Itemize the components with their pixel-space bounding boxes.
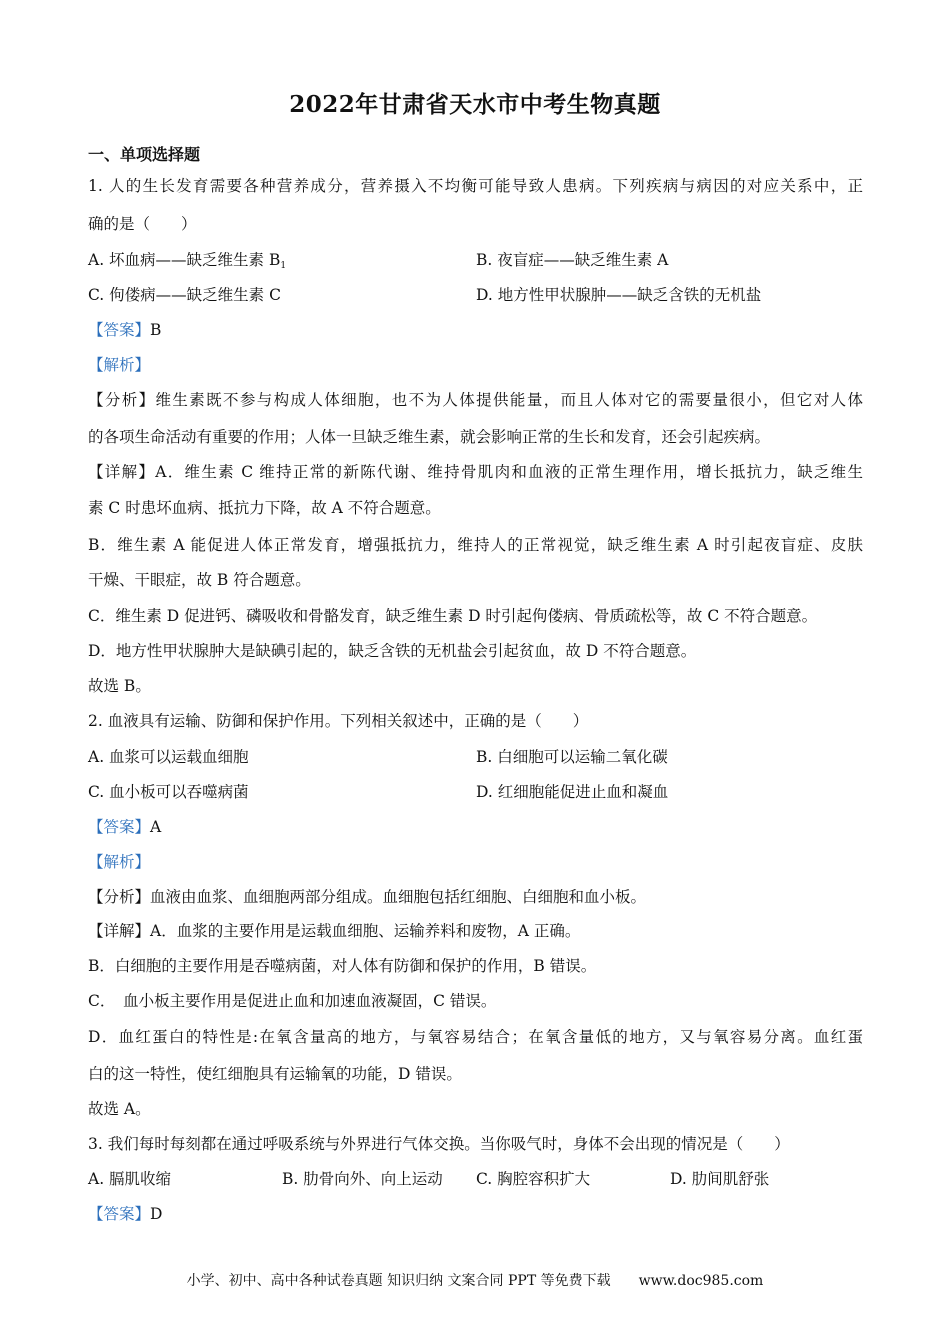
q1-conclusion: 故选 B。 [88,677,151,695]
q2-xiangjie-line5: 白的这一特性，使红细胞具有运输氧的功能，D 错误。 [88,1065,462,1083]
q1-answer: 【答案】B [88,321,162,339]
q1-fenxi-line2: 的各项生命活动有重要的作用；人体一旦缺乏维生素，就会影响正常的生长和发育，还会引起疾病。 [88,428,771,446]
q3-stem: 3. 我们每时每刻都在通过呼吸系统与外界进行气体交换。当你吸气时，身体不会出现的情况是（ ） [88,1135,790,1153]
q1-xiangjie-line2: 素 C 时患坏血病、抵抗力下降，故 A 不符合题意。 [88,499,441,517]
q2-fenxi-line1: 【分析】血液由血浆、血细胞两部分组成。血细胞包括红细胞、白细胞和血小板。 [88,888,647,906]
q1-option-c: C. 佝偻病——缺乏维生素 C [88,286,281,304]
q3-option-d: D. 肋间肌舒张 [670,1170,770,1188]
q1-xiangjie-line5: C．维生素 D 促进钙、磷吸收和骨骼发育，缺乏维生素 D 时引起佝偻病、骨质疏松等，故 C 不符合题意。 [88,607,818,625]
q2-xiangjie-line3: C． 血小板主要作用是促进止血和加速血液凝固，C 错误。 [88,992,497,1010]
q3-answer: 【答案】D [88,1205,163,1223]
q1-xiangjie-line6: D．地方性甲状腺肿大是缺碘引起的，缺乏含铁的无机盐会引起贫血，故 D 不符合题意。 [88,642,697,660]
q2-option-c: C. 血小板可以吞噬病菌 [88,783,249,801]
page-title: 2022年甘肃省天水市中考生物真题 [289,91,661,118]
q1-option-b: B. 夜盲症——缺乏维生素 A [476,251,669,269]
q1-xiangjie-line4: 干燥、干眼症，故 B 符合题意。 [88,571,311,589]
q2-option-a: A. 血浆可以运载血细胞 [88,748,249,766]
q2-conclusion: 故选 A。 [88,1100,151,1118]
q2-answer: 【答案】A [88,818,162,836]
q1-analysis-heading: 【解析】 [88,356,151,374]
q1-xiangjie-line3: B．维生素 A 能促进人体正常发育，增强抵抗力，维持人的正常视觉，缺乏维生素 A 时引起夜盲症、皮肤 [88,536,863,554]
q2-xiangjie-line2: B．白细胞的主要作用是吞噬病菌，对人体有防御和保护的作用，B 错误。 [88,957,597,975]
q1-stem-line1: 1. 人的生长发育需要各种营养成分，营养摄入不均衡可能导致人患病。下列疾病与病因的对应关系中，正 [88,177,863,195]
q1-option-a: A. 坏血病——缺乏维生素 $B_1$ [88,251,287,271]
q2-analysis-heading: 【解析】 [88,853,151,871]
footer-url[interactable]: www.doc985.com [638,1273,764,1289]
footer-text: 小学、初中、高中各种试卷真题 知识归纳 文案合同 PPT 等免费下载 [186,1273,611,1289]
q2-xiangjie-line4: D．血红蛋白的特性是:在氧含量高的地方，与氧容易结合；在氧含量低的地方，又与氧容易分离。血红蛋 [88,1028,863,1046]
q1-option-d: D. 地方性甲状腺肿——缺乏含铁的无机盐 [476,286,762,304]
section-heading: 一、单项选择题 [88,145,201,164]
q1-xiangjie-line1: 【详解】A．维生素 C 维持正常的新陈代谢、维持骨肌肉和血液的正常生理作用，增长抵抗力，缺乏维生 [88,463,863,481]
q3-option-a: A. 膈肌收缩 [88,1170,172,1188]
q2-option-b: B. 白细胞可以运输二氧化碳 [476,748,668,766]
q2-xiangjie-line1: 【详解】A．血浆的主要作用是运载血细胞、运输养料和废物，A 正确。 [88,922,581,940]
q2-option-d: D. 红细胞能促进止血和凝血 [476,783,669,801]
page-footer [0,1270,950,1290]
q3-option-c: C. 胸腔容积扩大 [476,1170,591,1188]
q1-stem-line2: 确的是（ ） [88,215,197,233]
q3-option-b: B. 肋骨向外、向上运动 [282,1170,443,1188]
q2-stem: 2. 血液具有运输、防御和保护作用。下列相关叙述中，正确的是（ ） [88,712,589,730]
q1-fenxi-line1: 【分析】维生素既不参与构成人体细胞，也不为人体提供能量，而且人体对它的需要量很小，但它对人体 [88,391,863,409]
